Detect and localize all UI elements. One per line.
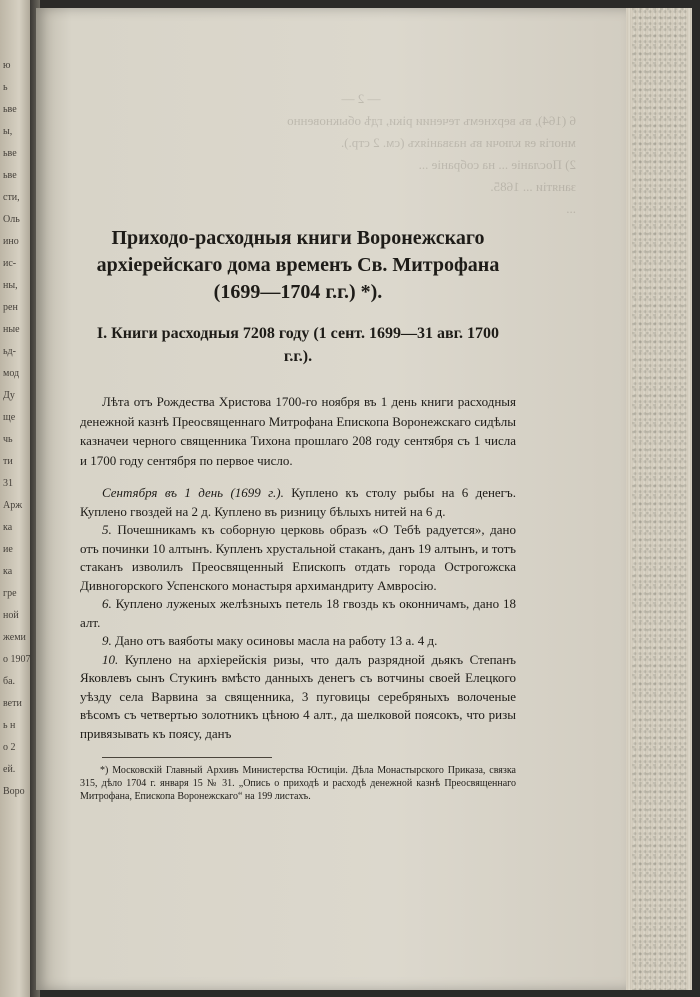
ghost-line: многія ея ключи въ названіяхъ (см. 2 стр.). <box>340 135 576 150</box>
entry-date: 6. <box>102 596 112 611</box>
facing-page-fragment: ино <box>3 236 19 247</box>
facing-page-fragment: Ду <box>3 390 15 401</box>
facing-page-fragment: ба. <box>3 676 16 687</box>
facing-page-fragment: ьве <box>3 104 17 115</box>
page-edges <box>626 8 692 990</box>
entry-date: 10. <box>102 651 119 667</box>
entry-date: 5. <box>102 522 112 537</box>
facing-page-fragment: ы, <box>3 126 13 137</box>
ghost-line: занятіи ... 1685. <box>490 179 576 194</box>
facing-page-fragment: ие <box>3 544 13 555</box>
entry-text: Почешникамъ къ соборную церковь образъ «О Тебѣ радуется», дано отъ починки 10 алтынъ. Купленъ хрустальной стаканъ, данъ 19 алтынъ, и тотъ стаканъ изволилъ Преосвященный Епископъ отдать города Острогожска Дивногорского Успенского монастыря архимандриту Амвросію. <box>80 522 516 593</box>
facing-page-fragment: ные <box>3 324 20 335</box>
ledger-entry <box>80 651 516 744</box>
entry-text: Куплено луженых желѣзныхъ петель 18 гвоздь къ оконничамъ, дано 18 алт. <box>80 596 516 630</box>
ledger-entry <box>80 595 516 632</box>
facing-page-fragment: ной <box>3 610 19 621</box>
facing-page-fragment: ь <box>3 82 8 93</box>
ledger-entry <box>80 632 516 651</box>
facing-page-fragment: чь <box>3 434 13 445</box>
facing-page-fragment: ю <box>3 60 11 71</box>
entry-text: Куплено къ столу рыбы на 6 денегъ. Куплено гвоздей на 2 д. Куплено въ ризницу бѣлыхъ нитей на 6 д. <box>80 485 516 519</box>
facing-page-fragment: о 1907 <box>3 654 31 665</box>
facing-page-fragment: ка <box>3 566 13 577</box>
running-header: — 2 — <box>341 91 381 106</box>
section-heading: I. Книги расходныя 7208 году (1 сент. 1699—31 авг. 1700 г.г.). <box>96 325 500 365</box>
facing-page-fragment: ь н <box>3 720 16 731</box>
entry-text: Дано отъ ваяботы маку осиновы масла на работу 13 а. 4 д. <box>111 633 438 648</box>
bleed-through-text <box>146 88 576 216</box>
facing-page-fragment: 31 <box>3 478 13 489</box>
ledger-entry <box>80 484 516 521</box>
facing-page-fragment: мод <box>3 368 20 379</box>
ghost-line: 2) Посланіе ... на собраніе ... <box>418 157 576 172</box>
facing-page-fragment: ны, <box>3 280 18 291</box>
facing-page-fragment: ти <box>3 456 13 467</box>
ghost-line: ... <box>566 201 576 216</box>
entry-text: Куплено на архіерейскія ризы, что далъ разрядной дьякъ Степанъ Яковлевъ сынъ Стукинъ вмѣсто данныхъ денегъ съ вотчины своей Елецкого уѣзду села Варвина за священника, 3 пуговицы серебряныхъ волоченые вѣсомъ съ четвертью золотникъ цѣною 4 алт., да шелковой поясокъ, что ризы привязывать къ поясу, данъ <box>80 651 516 741</box>
entry-date: Сентября въ 1 день (1699 г.). <box>102 485 284 500</box>
facing-page-fragment: жеми <box>3 632 26 643</box>
facing-page-fragment: гре <box>3 588 17 599</box>
entry-date: 9. <box>102 633 112 648</box>
facing-page-fragment: Арж <box>3 500 23 511</box>
facing-page-fragment: о 2 <box>3 742 16 753</box>
chapter-title: Приходо-расходныя книги Воронежскаго архіерейскаго дома временъ Св. Митрофана (1699—1704 г.г.) *). <box>96 227 500 303</box>
facing-page-fragment: ьве <box>3 170 17 181</box>
facing-page-fragment: вети <box>3 698 22 709</box>
facing-page-fragment: ка <box>3 522 13 533</box>
ghost-line: 6 (164), въ верхнемъ течении ріки, гдѣ обыкновенно <box>287 113 576 128</box>
facing-page-fragment: Оль <box>3 214 20 225</box>
entry-list <box>80 484 516 743</box>
ledger-entry <box>80 521 516 595</box>
facing-page-fragment: ис- <box>3 258 17 269</box>
facing-page-fragment: ей. <box>3 764 16 775</box>
facing-page-fragment: ьве <box>3 148 17 159</box>
footnote: *) Московскій Главный Архивъ Министерства Юстиціи. Дѣла Монастырского Приказа, связка 315, дѣло 1704 г. января 15 № 31. „Опись о приходѣ и расходѣ денежной казнѣ Преосвященнаго Митрофана, Епископа Воронежскаго“ на 199 листахъ. <box>80 765 516 802</box>
facing-page-fragment: рен <box>3 302 18 313</box>
facing-page-fragment: Воро <box>3 786 25 797</box>
facing-page-edge <box>0 0 32 997</box>
facing-page-fragment: ьд- <box>3 346 16 357</box>
footnote-rule <box>102 757 272 758</box>
facing-page-fragment: ще <box>3 412 16 423</box>
intro-paragraph: Лѣта отъ Рождества Христова 1700-го ноября въ 1 день книги расходныя денежной казнѣ Преосвященнаго Митрофана Епископа Воронежскаго сидѣлы казначеи черного священника Тихона прошлаго 208 году сентября съ 1 числа и 1700 году сентября по первое число. <box>80 394 516 468</box>
facing-page-fragment: сти, <box>3 192 20 203</box>
page-content <box>80 225 516 803</box>
